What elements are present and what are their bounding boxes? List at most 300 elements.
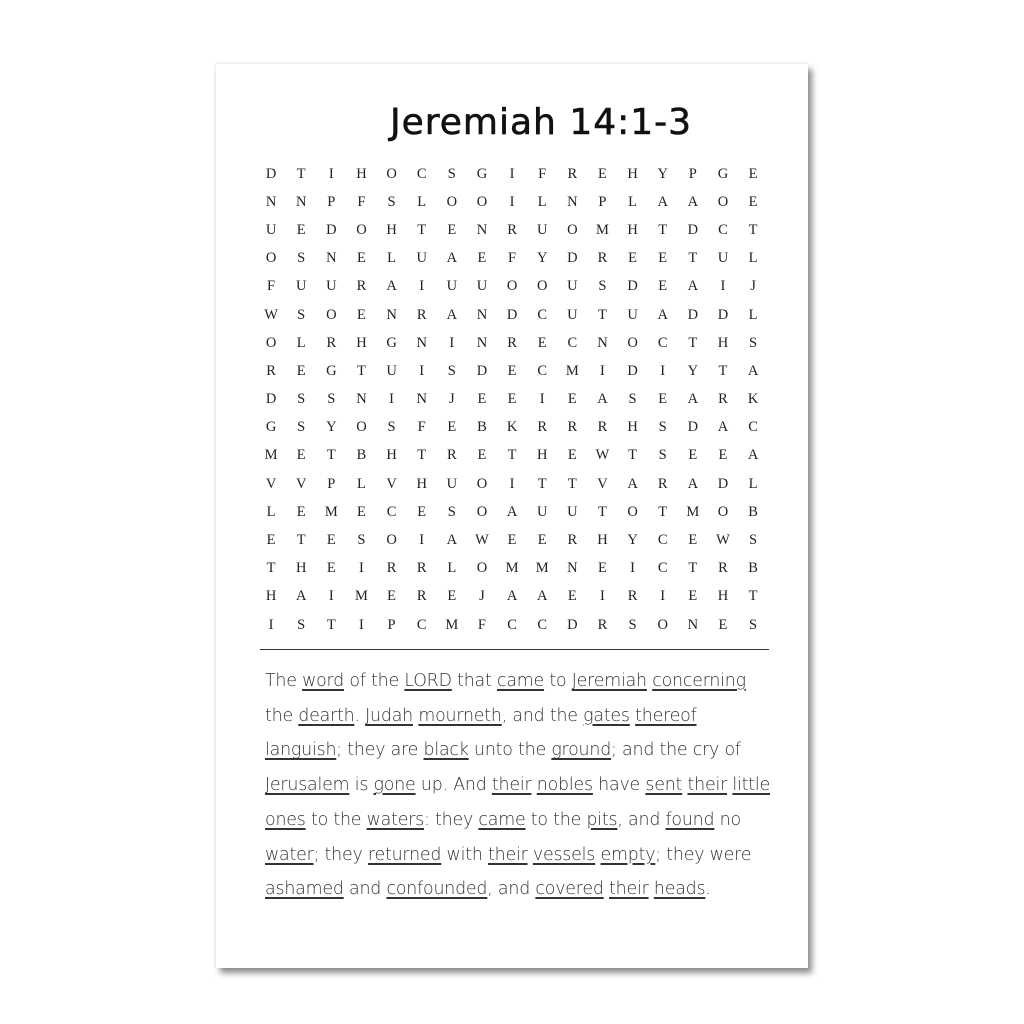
grid-letter: S — [297, 306, 306, 323]
grid-letter: E — [658, 250, 668, 267]
grid-letter: T — [748, 588, 758, 605]
word-search-grid — [256, 160, 768, 639]
grid-letter: S — [327, 391, 336, 408]
grid-letter: I — [328, 165, 334, 182]
grid-letter: E — [447, 588, 457, 605]
grid-letter: D — [326, 221, 337, 238]
passage-text: ; they are — [336, 740, 424, 761]
grid-letter: Y — [687, 362, 699, 379]
grid-letter: I — [268, 616, 274, 633]
grid-letter: E — [357, 250, 366, 267]
grid-letter: R — [597, 250, 608, 267]
grid-letter: N — [687, 616, 699, 633]
passage-text: is — [349, 775, 374, 796]
grid-letter: E — [628, 250, 637, 267]
grid-letter: N — [567, 193, 578, 210]
grid-letter: Y — [627, 532, 638, 549]
grid-letter: D — [265, 165, 277, 182]
passage-text: . — [354, 705, 366, 726]
grid-letter: E — [748, 165, 758, 182]
grid-letter: H — [356, 165, 367, 182]
grid-letter: R — [356, 278, 367, 295]
hidden-word: mourneth — [418, 705, 502, 726]
passage-line — [265, 872, 765, 907]
grid-letter: L — [296, 334, 306, 351]
grid-letter: S — [749, 334, 758, 351]
grid-letter: N — [476, 334, 488, 351]
grid-letter: B — [477, 419, 487, 436]
hidden-word: little — [732, 775, 771, 796]
grid-letter: U — [717, 250, 729, 267]
grid-row — [256, 386, 768, 414]
passage-text: with — [441, 844, 488, 865]
grid-letter: U — [536, 503, 548, 520]
grid-letter: R — [386, 560, 397, 577]
grid-letter: S — [749, 532, 758, 549]
grid-letter: E — [387, 588, 396, 605]
grid-letter: E — [296, 362, 306, 379]
grid-row — [256, 216, 768, 244]
passage-text: that — [451, 671, 497, 691]
grid-letter: D — [687, 419, 699, 436]
grid-letter: T — [598, 306, 607, 323]
grid-letter: M — [354, 588, 368, 605]
grid-letter: I — [359, 560, 364, 577]
grid-letter: D — [265, 391, 277, 408]
grid-letter: N — [356, 391, 367, 408]
grid-letter: S — [658, 447, 667, 464]
passage-text: have — [592, 775, 646, 796]
grid-letter: P — [327, 193, 336, 210]
grid-letter: C — [537, 362, 548, 379]
grid-letter: Y — [326, 419, 337, 436]
grid-letter: L — [266, 503, 276, 520]
grid-letter: N — [476, 221, 488, 238]
hidden-word: word — [302, 671, 345, 691]
grid-letter: O — [476, 560, 488, 577]
grid-letter: N — [265, 193, 277, 210]
grid-letter: G — [386, 334, 397, 351]
grid-letter: W — [264, 306, 278, 323]
grid-letter: R — [597, 419, 608, 436]
grid-letter: U — [567, 278, 578, 295]
grid-letter: O — [476, 475, 488, 492]
hidden-word: returned — [367, 844, 442, 865]
grid-letter: A — [295, 588, 307, 605]
grid-letter: P — [327, 475, 336, 492]
grid-letter: I — [449, 334, 455, 351]
passage-text: to — [544, 671, 572, 691]
grid-letter: O — [717, 193, 729, 210]
grid-letter: M — [595, 221, 609, 238]
grid-letter: T — [326, 616, 336, 633]
passage-line — [265, 733, 765, 768]
grid-letter: R — [416, 588, 427, 605]
grid-letter: M — [324, 503, 338, 520]
grid-letter: A — [446, 532, 458, 549]
grid-letter: F — [267, 278, 276, 295]
grid-letter: A — [657, 306, 668, 323]
grid-letter: W — [716, 532, 730, 549]
grid-letter: J — [479, 588, 485, 605]
grid-letter: S — [297, 391, 306, 408]
grid-letter: H — [717, 334, 729, 351]
grid-letter: A — [657, 193, 668, 210]
grid-letter: T — [658, 503, 668, 520]
grid-letter: B — [356, 447, 367, 464]
passage-text: to the — [525, 809, 587, 830]
grid-letter: U — [295, 278, 307, 295]
grid-row — [256, 555, 768, 583]
grid-letter: S — [447, 362, 456, 379]
grid-letter: E — [477, 250, 487, 267]
grid-letter: W — [595, 447, 610, 464]
hidden-word: vessels — [532, 844, 596, 865]
grid-letter: H — [386, 221, 397, 238]
grid-letter: S — [628, 616, 637, 633]
grid-letter: E — [718, 616, 728, 633]
grid-letter: E — [326, 532, 336, 549]
grid-letter: U — [476, 278, 488, 295]
grid-letter: A — [506, 503, 518, 520]
grid-letter: O — [446, 193, 458, 210]
grid-letter: S — [447, 503, 456, 520]
grid-letter: E — [447, 221, 457, 238]
passage-text: ; and the cry of — [611, 740, 741, 761]
grid-letter: M — [445, 616, 459, 633]
passage-text: ; they — [313, 844, 368, 865]
scripture-passage — [265, 664, 771, 907]
grid-letter: T — [537, 475, 547, 492]
grid-letter: S — [387, 419, 396, 436]
grid-letter: G — [717, 165, 729, 182]
grid-letter: O — [627, 334, 638, 351]
grid-letter: N — [295, 193, 307, 210]
grid-letter: H — [627, 221, 638, 238]
grid-letter: I — [630, 560, 635, 577]
grid-letter: R — [416, 560, 427, 577]
grid-letter: T — [688, 334, 698, 351]
page-title: Jeremiah 14:1-3 — [390, 102, 693, 143]
grid-letter: R — [266, 362, 276, 379]
grid-letter: O — [717, 503, 729, 520]
grid-letter: T — [688, 560, 698, 577]
grid-letter: D — [687, 221, 699, 238]
passage-line — [265, 803, 765, 838]
grid-letter: I — [600, 362, 605, 379]
grid-letter: D — [567, 250, 578, 267]
hidden-word: thereof — [635, 705, 697, 726]
grid-letter: C — [567, 334, 578, 351]
hidden-word: their — [488, 844, 528, 865]
grid-letter: R — [597, 616, 608, 633]
hidden-word: empty — [600, 844, 656, 865]
grid-letter: P — [598, 193, 607, 210]
grid-row — [256, 526, 768, 554]
grid-letter: S — [749, 616, 758, 633]
hidden-word: found — [665, 809, 715, 830]
grid-letter: E — [447, 419, 457, 436]
hidden-word: sent — [645, 775, 683, 796]
grid-letter: I — [389, 391, 394, 408]
grid-row — [256, 583, 768, 611]
grid-letter: A — [747, 447, 759, 464]
grid-letter: R — [567, 165, 578, 182]
grid-letter: D — [687, 306, 699, 323]
grid-letter: H — [597, 532, 608, 549]
grid-letter: E — [477, 447, 487, 464]
passage-text: : they — [424, 809, 479, 830]
grid-letter: A — [687, 278, 699, 295]
grid-letter: A — [446, 306, 458, 323]
grid-letter: L — [748, 306, 758, 323]
grid-letter: J — [750, 278, 756, 295]
grid-letter: O — [356, 419, 367, 436]
grid-letter: E — [688, 532, 698, 549]
grid-letter: T — [507, 447, 517, 464]
grid-letter: R — [416, 306, 427, 323]
grid-letter: M — [264, 447, 278, 464]
grid-letter: E — [326, 560, 336, 577]
grid-letter: U — [567, 503, 578, 520]
grid-letter: A — [747, 362, 759, 379]
grid-letter: C — [537, 306, 548, 323]
grid-letter: D — [506, 306, 518, 323]
passage-line — [265, 699, 765, 734]
grid-letter: E — [598, 165, 607, 182]
grid-letter: U — [567, 306, 578, 323]
grid-letter: O — [386, 165, 397, 182]
grid-letter: R — [718, 391, 728, 408]
grid-letter: L — [357, 475, 366, 492]
grid-letter: H — [536, 447, 548, 464]
hidden-word: ashamed — [265, 879, 344, 900]
grid-letter: O — [265, 334, 277, 351]
grid-letter: E — [296, 503, 306, 520]
grid-letter: D — [567, 616, 578, 633]
grid-letter: S — [297, 250, 306, 267]
grid-letter: B — [748, 503, 758, 520]
passage-text: , and the — [501, 705, 584, 726]
grid-letter: A — [627, 475, 638, 492]
grid-row — [256, 611, 768, 639]
grid-letter: E — [477, 391, 487, 408]
grid-letter: T — [326, 447, 336, 464]
grid-letter: S — [598, 278, 607, 295]
grid-letter: E — [507, 532, 517, 549]
passage-text: the — [265, 705, 299, 726]
grid-letter: A — [687, 475, 699, 492]
grid-letter: L — [417, 193, 427, 210]
grid-letter: T — [357, 362, 366, 379]
grid-letter: A — [687, 193, 699, 210]
hidden-word: came — [496, 671, 545, 691]
grid-letter: O — [657, 616, 668, 633]
grid-letter: E — [688, 588, 698, 605]
passage-text: . — [705, 879, 711, 900]
grid-letter: O — [506, 278, 518, 295]
grid-letter: A — [536, 588, 548, 605]
grid-letter: O — [627, 503, 638, 520]
hidden-word: Judah — [365, 705, 413, 726]
grid-letter: O — [476, 193, 488, 210]
grid-letter: C — [657, 334, 668, 351]
grid-letter: O — [265, 250, 277, 267]
hidden-word: gates — [583, 705, 630, 726]
grid-letter: W — [475, 532, 489, 549]
grid-letter: Y — [657, 165, 668, 182]
grid-letter: R — [507, 334, 517, 351]
grid-letter: E — [507, 362, 517, 379]
hidden-word: dearth — [298, 705, 355, 726]
grid-letter: T — [748, 221, 758, 238]
grid-letter: L — [537, 193, 547, 210]
grid-letter: O — [326, 306, 337, 323]
grid-letter: H — [386, 447, 397, 464]
grid-row — [256, 357, 768, 385]
worksheet-page — [216, 64, 808, 968]
grid-letter: E — [357, 503, 366, 520]
grid-letter: E — [567, 447, 577, 464]
grid-letter: T — [296, 165, 306, 182]
grid-letter: N — [476, 306, 488, 323]
grid-letter: O — [476, 503, 488, 520]
grid-letter: D — [476, 362, 488, 379]
grid-letter: M — [505, 560, 519, 577]
grid-letter: R — [627, 588, 638, 605]
hidden-word: waters — [366, 809, 425, 830]
grid-row — [256, 160, 768, 188]
grid-letter: C — [657, 532, 668, 549]
grid-letter: S — [628, 391, 637, 408]
grid-letter: L — [387, 250, 396, 267]
grid-letter: T — [718, 362, 728, 379]
grid-letter: H — [265, 588, 277, 605]
grid-letter: I — [660, 588, 666, 605]
grid-letter: F — [477, 616, 486, 633]
grid-letter: K — [747, 391, 759, 408]
hidden-word: Jeremiah — [571, 671, 647, 691]
grid-letter: C — [416, 165, 427, 182]
grid-letter: F — [417, 419, 426, 436]
grid-letter: F — [357, 193, 366, 210]
hidden-word: confounded — [386, 879, 488, 900]
grid-letter: C — [748, 419, 758, 436]
grid-letter: L — [447, 560, 457, 577]
hidden-word: their — [687, 775, 728, 796]
grid-letter: J — [448, 391, 455, 408]
grid-letter: T — [658, 221, 668, 238]
grid-letter: I — [419, 532, 425, 549]
grid-letter: L — [628, 193, 637, 210]
passage-text: of the — [344, 671, 405, 691]
passage-text: no — [714, 809, 741, 830]
grid-letter: R — [657, 475, 668, 492]
grid-letter: A — [506, 588, 518, 605]
grid-letter: N — [386, 306, 397, 323]
grid-letter: V — [386, 475, 397, 492]
grid-letter: D — [717, 306, 729, 323]
grid-letter: R — [567, 419, 578, 436]
grid-letter: I — [660, 362, 666, 379]
grid-letter: U — [386, 362, 397, 379]
grid-letter: T — [266, 560, 276, 577]
grid-letter: E — [296, 447, 306, 464]
divider — [260, 649, 769, 650]
grid-letter: A — [597, 391, 608, 408]
grid-letter: S — [297, 419, 306, 436]
grid-letter: E — [357, 306, 366, 323]
grid-letter: H — [627, 419, 638, 436]
grid-letter: E — [688, 447, 698, 464]
grid-letter: T — [628, 447, 637, 464]
passage-text: and — [343, 879, 387, 900]
hidden-word: heads — [653, 879, 706, 900]
grid-letter: A — [717, 419, 729, 436]
passage-text: , and — [617, 809, 666, 830]
grid-row — [256, 442, 768, 470]
grid-letter: T — [567, 475, 577, 492]
grid-letter: H — [416, 475, 427, 492]
grid-letter: R — [326, 334, 337, 351]
grid-letter: H — [356, 334, 367, 351]
grid-letter: I — [359, 616, 364, 633]
grid-letter: I — [509, 475, 515, 492]
grid-letter: E — [718, 447, 728, 464]
grid-letter: T — [417, 447, 427, 464]
grid-letter: S — [357, 532, 366, 549]
hidden-word: covered — [535, 879, 604, 900]
grid-letter: L — [748, 475, 758, 492]
hidden-word: gone — [373, 775, 416, 796]
grid-letter: E — [537, 334, 547, 351]
hidden-word: pits — [586, 809, 618, 830]
grid-row — [256, 498, 768, 526]
grid-letter: U — [326, 278, 337, 295]
grid-letter: G — [265, 419, 277, 436]
grid-letter: I — [509, 193, 515, 210]
grid-letter: I — [328, 588, 334, 605]
grid-letter: V — [597, 475, 608, 492]
grid-letter: E — [537, 532, 547, 549]
grid-letter: P — [387, 616, 396, 633]
grid-letter: R — [537, 419, 548, 436]
grid-letter: F — [538, 165, 547, 182]
hidden-word: water — [265, 844, 314, 865]
hidden-word: their — [491, 775, 532, 796]
grid-letter: I — [419, 362, 425, 379]
grid-letter: R — [446, 447, 457, 464]
grid-letter: K — [506, 419, 518, 436]
grid-letter: A — [446, 250, 458, 267]
passage-line — [265, 768, 771, 803]
grid-row — [256, 301, 768, 329]
passage-text: to the — [305, 809, 367, 830]
hidden-word: black — [423, 740, 469, 761]
grid-letter: A — [687, 391, 699, 408]
hidden-word: ones — [265, 809, 306, 830]
hidden-word: LORD — [404, 671, 452, 691]
grid-letter: D — [717, 475, 729, 492]
grid-letter: C — [386, 503, 397, 520]
hidden-word: Jerusalem — [265, 775, 350, 796]
grid-row — [256, 329, 768, 357]
grid-letter: N — [567, 560, 578, 577]
grid-letter: N — [416, 334, 427, 351]
grid-letter: H — [295, 560, 307, 577]
grid-letter: O — [386, 532, 397, 549]
grid-letter: C — [537, 616, 548, 633]
